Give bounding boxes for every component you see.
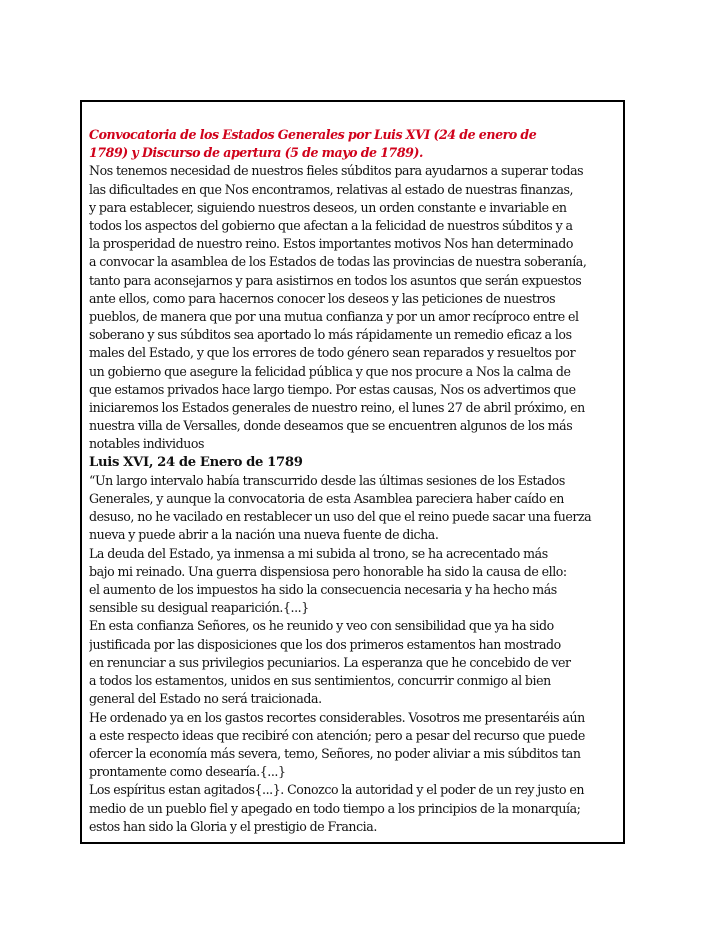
text-line: iniciaremos los Estados generales de nuestro reino, el lunes 27 de abril próximo, en [89,400,585,416]
text-line: ofercer la economía más severa, temo, Señores, no poder aliviar a mis súbditos tan [89,745,581,761]
text-line: a todos los estamentos, unidos en sus sentimientos, concurrir conmigo al bien [89,673,551,689]
text-line: tanto para aconsejarnos y para asistirnos en todos los asuntos que serán expuestos [89,272,582,288]
text-line: ante ellos, como para hacernos conocer los deseos y las peticiones de nuestros [89,290,556,306]
signature-line: Luis XVI, 24 de Enero de 1789 [89,454,303,470]
text-line: nuestra villa de Versalles, donde deseamos que se encuentren algunos de los más [89,418,573,434]
text-line: el aumento de los impuestos ha sido la consecuencia necesaria y ha hecho más [89,582,557,598]
text-line: soberano y sus súbditos sea aportado lo más rápidamente un remedio eficaz a los [89,327,572,343]
text-line: general del Estado no será traicionada. [89,691,322,707]
discurso-text [89,472,619,836]
text-line: y para establecer, siguiendo nuestros deseos, un orden constante e invariable en [89,199,567,215]
text-line: la prosperidad de nuestro reino. Estos importantes motivos Nos han determinado [89,236,573,252]
text-line: justificada por las disposiciones que los dos primeros estamentos han mostrado [89,636,561,652]
text-line: todos los aspectos del gobierno que afectan a la felicidad de nuestros súbditos y a [89,218,573,234]
text-line: “Un largo intervalo había transcurrido desde las últimas sesiones de los Estados [89,472,565,488]
text-line: a este respecto ideas que recibiré con atención; pero a pesar del recurso que puede [89,727,585,743]
text-line: pueblos, de manera que por una mutua confianza y por un amor recíproco entre el [89,309,579,325]
text-line: medio de un pueblo fiel y apegado en todo tiempo a los principios de la monarquía; [89,800,581,816]
text-line: a convocar la asamblea de los Estados de todas las provincias de nuestra soberanía, [89,254,587,270]
title-line: 1789) y Discurso de apertura (5 de mayo de 1789). [89,145,423,161]
text-line: prontamente como desearía.{...} [89,764,286,780]
text-line: estos han sido la Gloria y el prestigio de Francia. [89,818,377,834]
document-box [80,100,625,844]
text-line: Los espíritus estan agitados{...}. Conozco la autoridad y el poder de un rey justo en [89,782,585,798]
text-line: las dificultades en que Nos encontramos, relativas al estado de nuestras finanzas, [89,181,574,197]
text-line: un gobierno que asegure la felicidad pública y que nos procure a Nos la calma de [89,363,571,379]
title-line: Convocatoria de los Estados Generales por Luis XVI (24 de enero de [89,127,537,142]
text-line: males del Estado, y que los errores de todo género sean reparados y resueltos por [89,345,576,361]
text-line: nueva y puede abrir a la nación una nueva fuente de dicha. [89,527,439,543]
text-line: La deuda del Estado, ya inmensa a mi subida al trono, se ha acrecentado más [89,545,548,561]
text-line: Generales, y aunque la convocatoria de esta Asamblea pareciera haber caído en [89,491,564,507]
text-line: He ordenado ya en los gastos recortes considerables. Vosotros me presentaréis aún [89,709,585,725]
document-title [89,126,619,162]
text-line: desuso, no he vacilado en restablecer un uso del que el reino puede sacar una fuerza [89,509,592,525]
text-line: Nos tenemos necesidad de nuestros fieles súbditos para ayudarnos a superar todas [89,163,584,179]
text-line: bajo mi reinado. Una guerra dispensiosa pero honorable ha sido la causa de ello: [89,563,567,579]
text-line: sensible su desigual reaparición.{...} [89,600,309,616]
text-line: notables individuos [89,436,205,452]
text-line: En esta confianza Señores, os he reunido y veo con sensibilidad que ya ha sido [89,618,554,634]
convocatoria-text [89,162,619,453]
text-line: que estamos privados hace largo tiempo. Por estas causas, Nos os advertimos que [89,381,576,397]
text-line: en renunciar a sus privilegios pecuniarios. La esperanza que he concebido de ver [89,654,571,670]
